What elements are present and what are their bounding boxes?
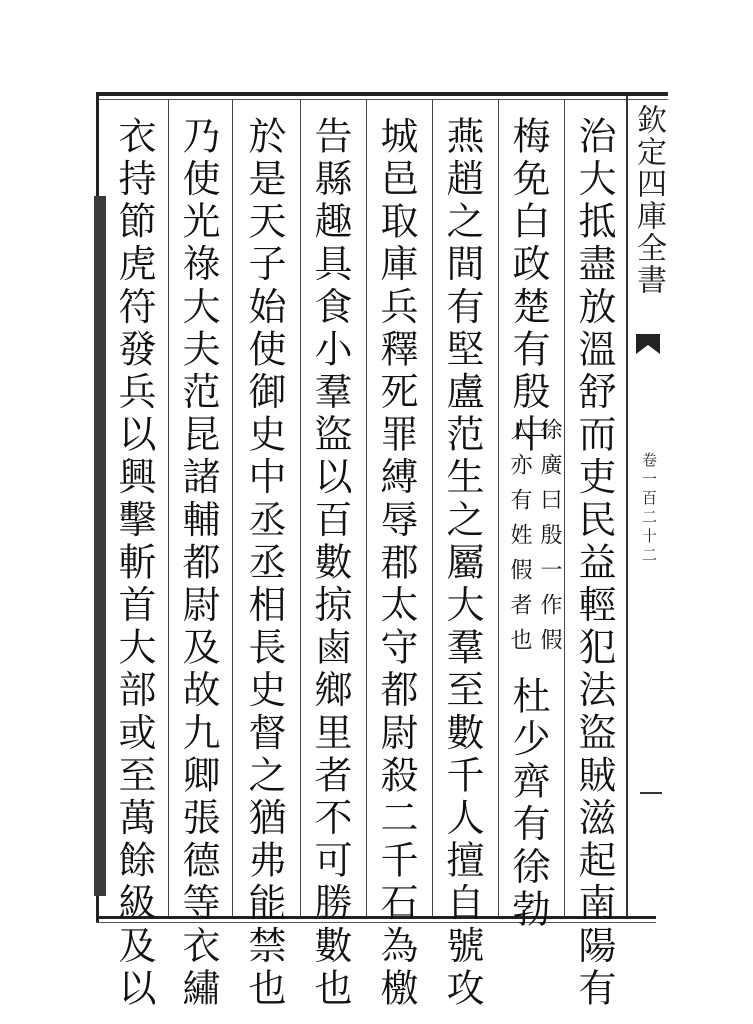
text-column-2-tail: 杜少齊有徐勃 [506, 676, 550, 932]
chapter-number: 卷一百二十二 [640, 452, 658, 566]
column-divider [366, 100, 367, 916]
top-border-inner [96, 99, 668, 100]
top-border [96, 92, 668, 96]
text-column-5: 告縣趣具食小羣盜以百數掠鹵鄉里者不可勝數也 [308, 116, 352, 1011]
column-divider [168, 100, 169, 916]
book-title: 欽定四庫全書 [631, 104, 666, 296]
text-column-4: 城邑取庫兵釋死罪縛辱郡太守都尉殺二千石為檄 [374, 116, 418, 1011]
column-divider [498, 100, 499, 916]
annotation-right: 徐廣曰殷一作假 [537, 418, 562, 663]
text-column-2: 梅免白政楚有殷中 [506, 116, 550, 457]
column-divider [564, 100, 565, 916]
annotation-left: 人亦有姓假者也 [507, 418, 532, 663]
text-column-1: 治大抵盡放溫舒而吏民益輕犯法盜賊滋起南陽有 [572, 116, 616, 1011]
text-column-3: 燕趙之間有堅盧范生之屬大羣至數千人擅自號攻 [440, 116, 484, 1011]
column-divider [300, 100, 301, 916]
text-column-6: 於是天子始使御史中丞丞相長史督之猶弗能禁也 [242, 116, 286, 1011]
text-column-7: 乃使光祿大夫范昆諸輔都尉及故九卿張德等衣繡 [176, 116, 220, 1011]
margin-tick [640, 792, 662, 794]
text-column-8: 衣持節虎符發兵以興擊斬首大部或至萬餘級及以 [112, 116, 156, 1011]
binding-edge [94, 196, 106, 896]
column-divider [432, 100, 433, 916]
column-divider [232, 100, 233, 916]
